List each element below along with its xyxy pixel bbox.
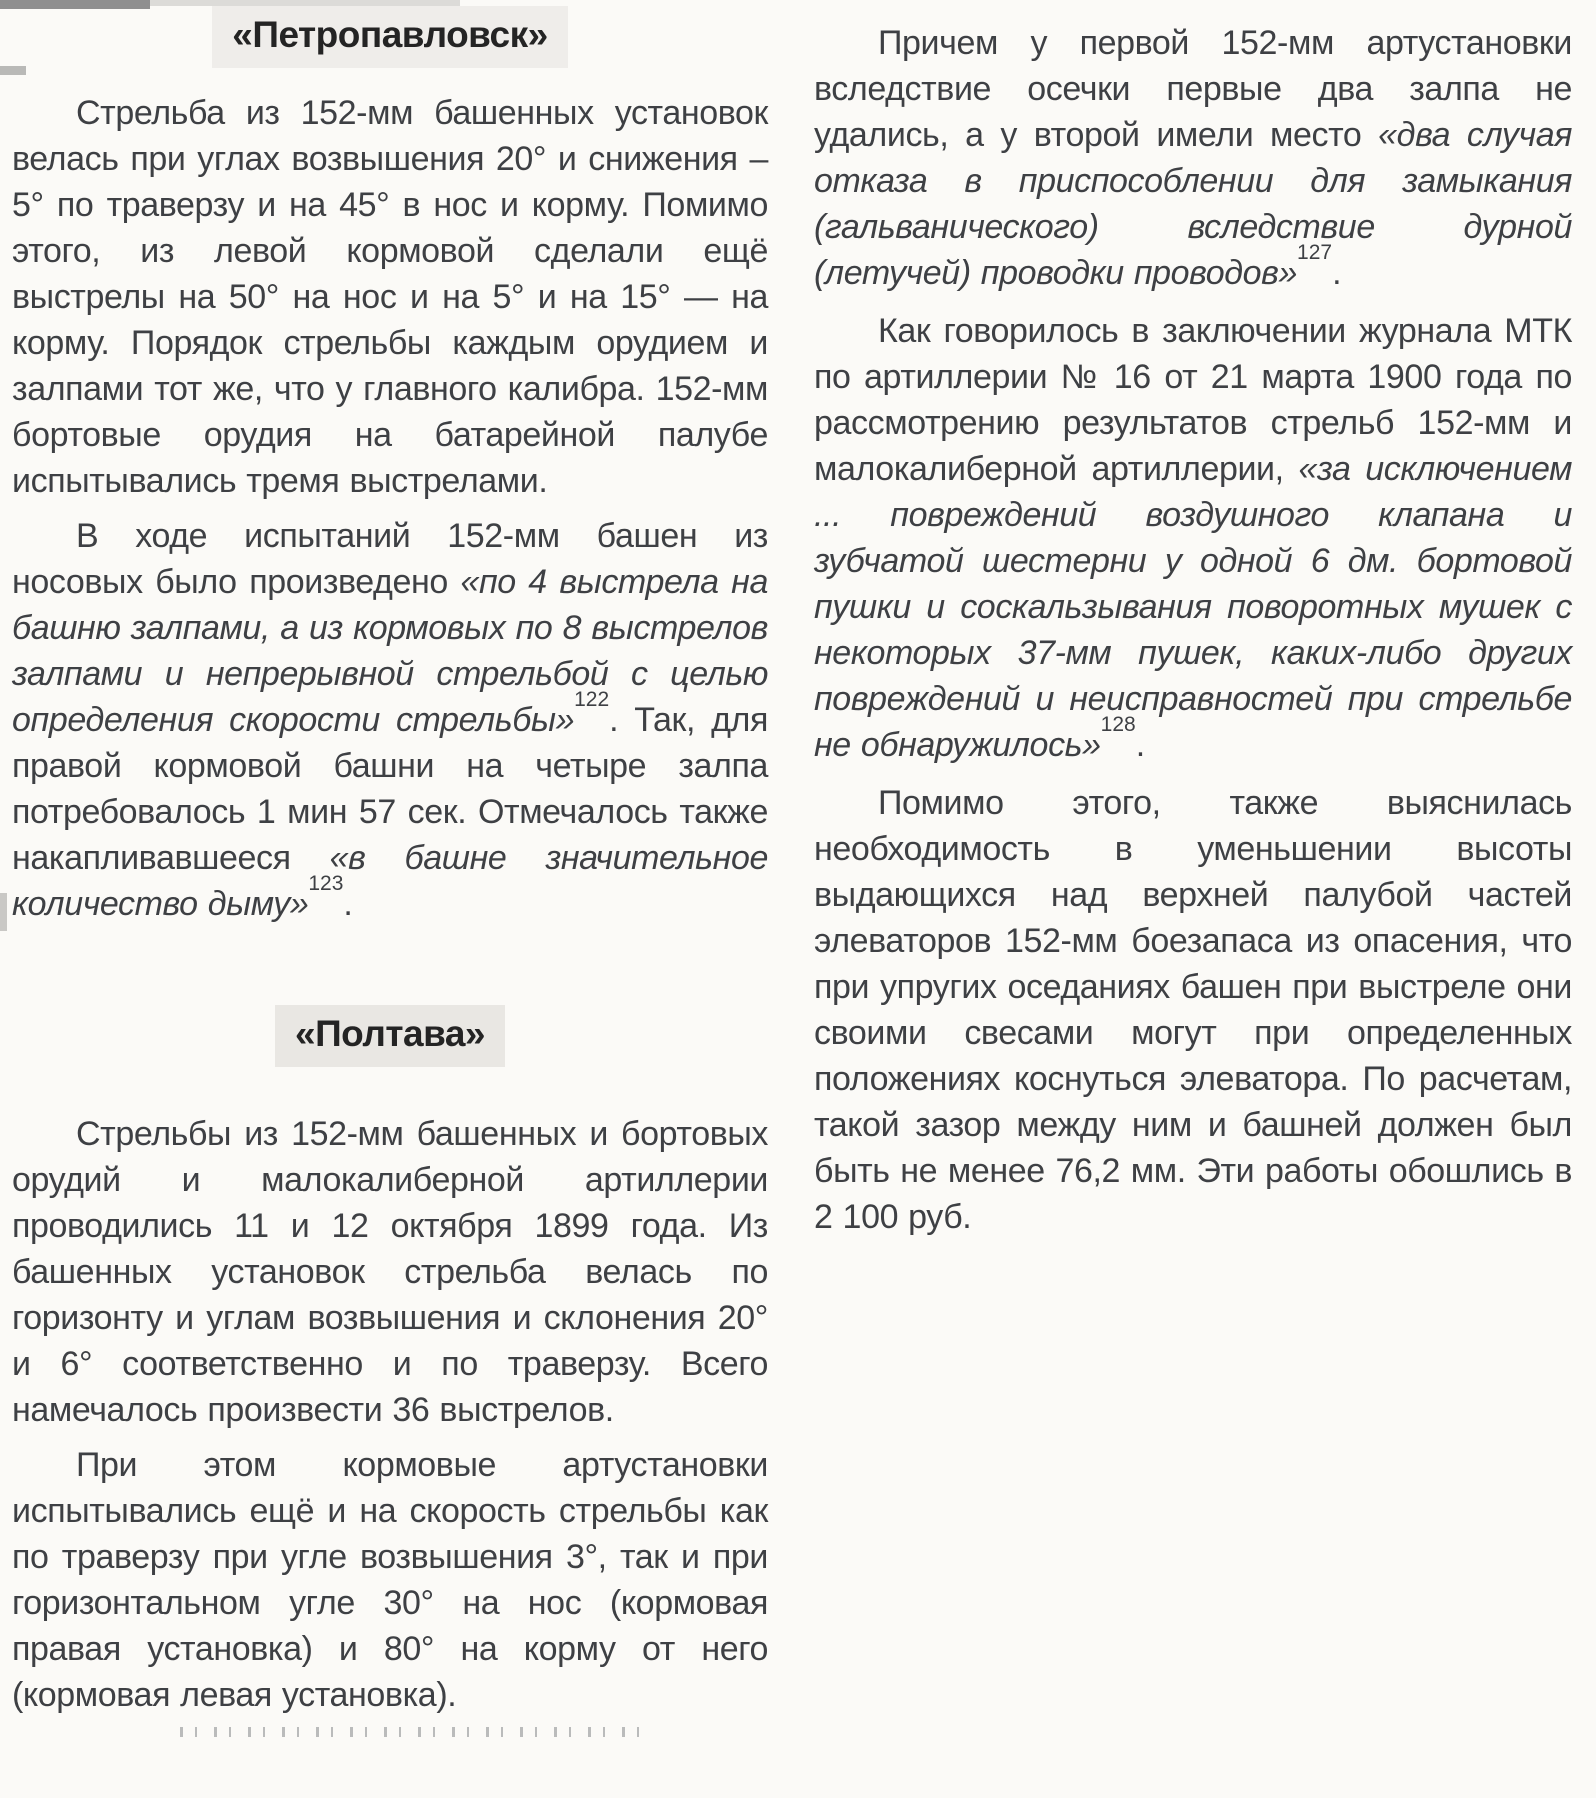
text-run: .	[1332, 254, 1342, 292]
footnote-ref-122: 122	[574, 687, 610, 711]
section-heading-petropavlovsk	[12, 6, 768, 68]
paragraph-poltava-1	[12, 1111, 768, 1433]
left-column	[12, 6, 768, 1737]
paragraph-petropavlovsk-2	[12, 513, 768, 927]
footnote-ref-123: 123	[308, 871, 344, 895]
paragraph-poltava-2	[12, 1442, 768, 1718]
paragraph-right-3	[814, 780, 1572, 1240]
scan-artifact-top-bar-dark	[0, 0, 150, 9]
footnote-ref-128: 128	[1100, 712, 1136, 736]
text-run: Как говорилось в заключении журнала МТК по артиллерии № 16 от 21 марта 1900 года по рассмотрению результатов стрельб 152-мм и малокалиберной артиллерии,	[814, 312, 1572, 488]
paragraph-right-1	[814, 20, 1572, 296]
text-run: Стрельбы из 152-мм башенных и бортовых орудий и малокалиберной артиллерии проводились 11 и 12 октября 1899 года. Из башенных установок стрельба велась по горизонту и углам возвышения и склонения 20° и 6° соответственно и по траверзу. Всего намечалось произвести 36 выстрелов.	[12, 1115, 768, 1429]
text-run: Стрельба из 152-мм башенных установок велась при углах возвышения 20° и снижения –5° по траверзу и на 45° в нос и корму. Помимо этого, из левой кормовой сделали ещё выстрелы на 50° на нос и на 5° и на 15° — на корму. Порядок стрельбы каждым орудием и залпами тот же, что у главного калибра. 152-мм бортовые орудия на батарейной палубе испытывались тремя выстрелами.	[12, 94, 768, 500]
text-run: . Так, для правой кормовой башни на четыре залпа потребовалось 1 мин 57 сек. Отмечалось также накапливавшееся	[12, 701, 768, 877]
paragraph-right-2	[814, 308, 1572, 768]
clipped-bottom-line	[180, 1727, 650, 1737]
quote-italic-run: «по 4 выстрела на башню залпами, а из кормовых по 8 выстрелов залпами и непрерывной стрельбой с целью определения скорости стрельбы»	[12, 563, 768, 739]
heading-text-petropavlovsk: «Петропавловск»	[212, 6, 567, 68]
text-run: При этом кормовые артустановки испытывались ещё и на скорость стрельбы как по траверзу при угле возвышения 3°, так и при горизонтальном угле 30° на нос (кормовая правая установка) и 80° на корму от него (кормовая левая установка).	[12, 1446, 768, 1714]
text-run: .	[1135, 726, 1145, 764]
scan-artifact-left-mark-2	[0, 893, 7, 931]
scan-artifact-top-bar-light	[150, 0, 460, 6]
text-run: Причем у первой 152-мм артустановки вследствие осечки первые два залпа не удались, а у второй имели место	[814, 24, 1572, 154]
scan-artifact-left-mark-1	[0, 66, 26, 75]
quote-italic-run: «за исключением ... повреждений воздушного клапана и зубчатой шестерни у одной 6 дм. бортовой пушки и соскальзывания поворотных мушек с некоторых 37-мм пушек, каких-либо других повреждений и неисправностей при стрельбе не обнаружилось»	[814, 450, 1572, 764]
paragraph-petropavlovsk-1	[12, 90, 768, 504]
text-run: .	[343, 885, 353, 923]
quote-italic-run: «два случая отказа в приспособлении для замыкания (гальванического) вследствие дурной (летучей) проводки проводов»	[814, 116, 1572, 292]
quote-italic-run: «в башне значительное количество дыму»	[12, 839, 768, 923]
right-column	[814, 6, 1572, 1737]
text-run: Помимо этого, также выяснилась необходимость в уменьшении высоты выдающихся над верхней палубой частей элеваторов 152-мм боезапаса из опасения, что при упругих оседаниях башен при выстреле они своими свесами могут при определенных положениях коснуться элеватора. По расчетам, такой зазор между ним и башней должен был быть не менее 76,2 мм. Эти работы обошлись в 2 100 руб.	[814, 784, 1572, 1236]
heading-text-poltava: «Полтава»	[275, 1005, 505, 1067]
section-heading-poltava	[12, 1005, 768, 1067]
footnote-ref-127: 127	[1297, 240, 1333, 264]
text-run: В ходе испытаний 152-мм башен из носовых было произведено	[12, 517, 768, 601]
